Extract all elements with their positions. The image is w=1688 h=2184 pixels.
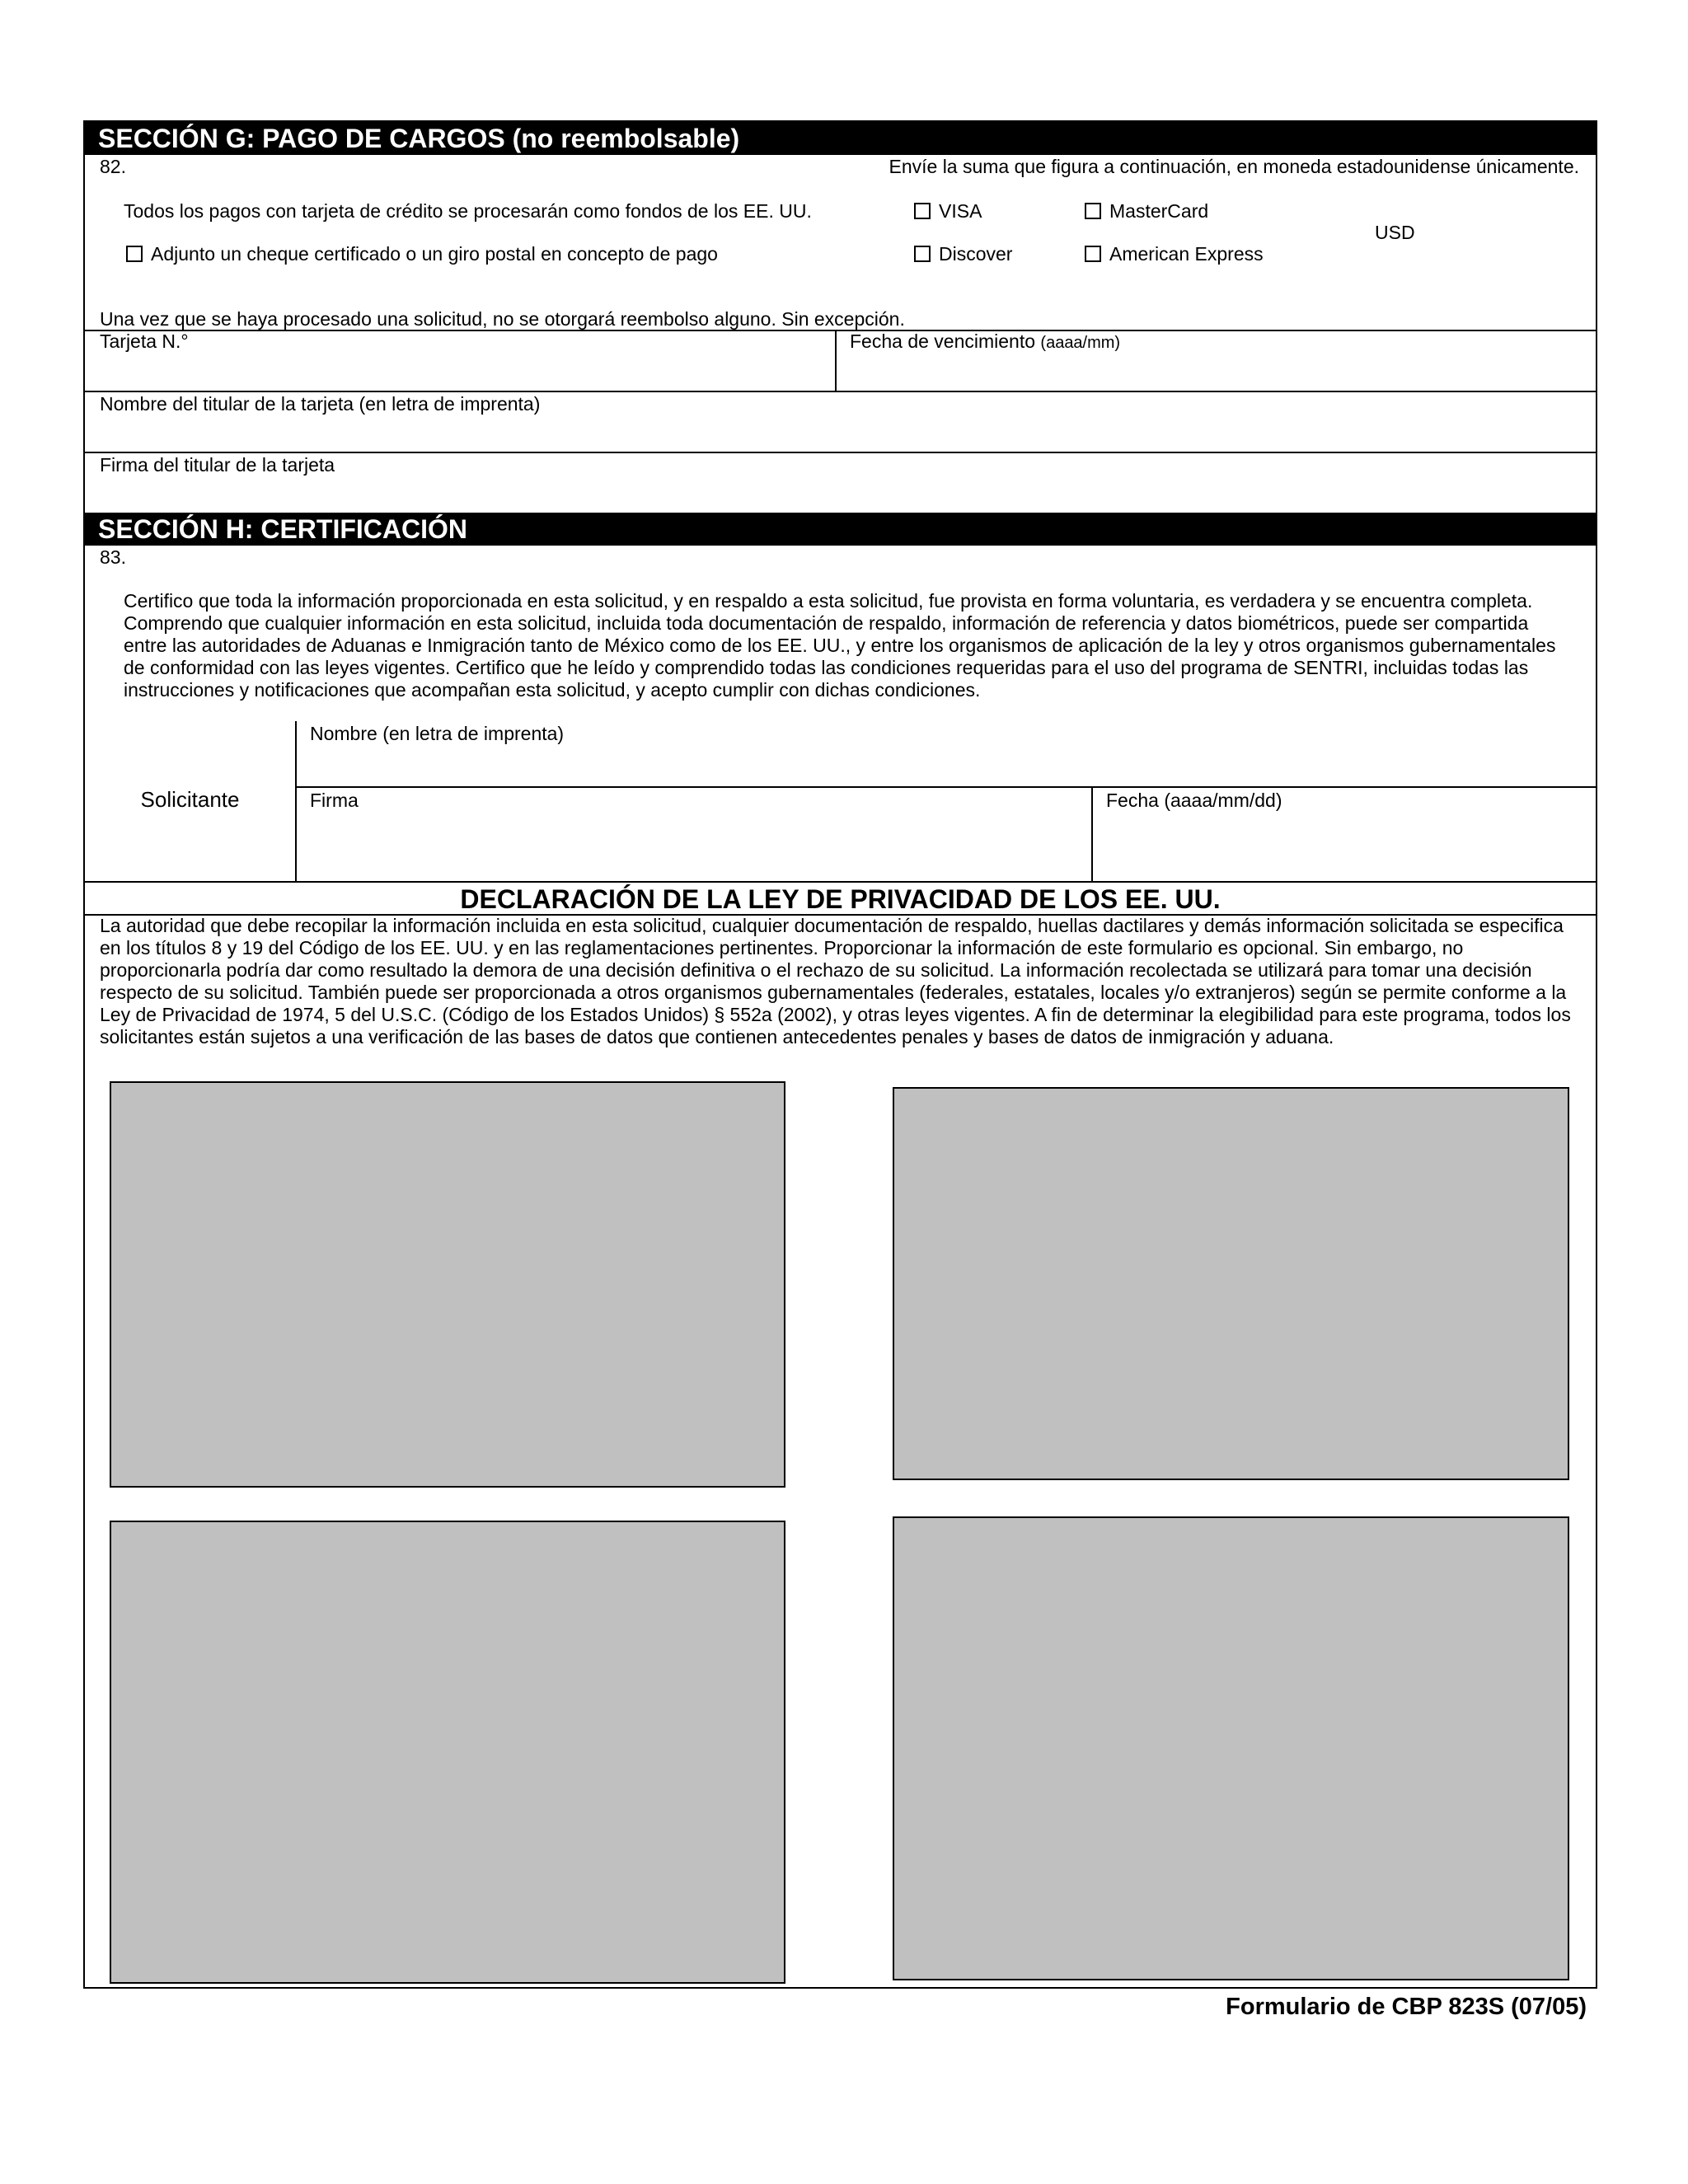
check-option-label: Adjunto un cheque certificado o un giro postal en concepto de pago bbox=[151, 243, 718, 265]
privacy-line: Ley de Privacidad de 1974, 5 del U.S.C. (Código de los Estados Unidos) § 552a (2002), y otras leyes vigentes. A fin de determinar la elegibilidad para este programa, todos los bbox=[100, 1004, 1571, 1025]
divider bbox=[85, 881, 1596, 883]
certification-text bbox=[124, 590, 1591, 701]
item-number-83: 83. bbox=[100, 546, 126, 568]
certification-line: de conformidad con las leyes vigentes. Certifico que he leído y comprendido todas las condiciones requeridas para el uso del programa de SENTRI, incluidas todas las bbox=[124, 657, 1529, 678]
no-refund-note: Una vez que se haya procesado una solicitud, no se otorgará reembolso alguno. Sin excepción. bbox=[100, 308, 905, 330]
photo-placeholder-4 bbox=[893, 1516, 1569, 1980]
certification-line: Comprendo que cualquier información en esta solicitud, incluida toda documentación de respaldo, información de referencia y datos biométricos, puede ser compartida bbox=[124, 612, 1529, 634]
applicant-date-label: Fecha (aaaa/mm/dd) bbox=[1106, 790, 1282, 811]
expiry-format: (aaaa/mm) bbox=[1040, 334, 1121, 352]
privacy-line: respecto de su solicitud. También puede ser proporcionada a otros organismos gubernamentales (federales, estatales, locales y/o extranjeros) según se permite conforme a la bbox=[100, 982, 1567, 1003]
privacy-text bbox=[100, 915, 1592, 1048]
amex-label: American Express bbox=[1109, 243, 1264, 265]
check-option-checkbox[interactable] bbox=[126, 246, 143, 262]
section-g-header bbox=[85, 122, 1596, 155]
certification-line: instrucciones y notificaciones que acompañan esta solicitud, y acepto cumplir con dichas condiciones. bbox=[124, 679, 981, 701]
cardholder-signature-label: Firma del titular de la tarjeta bbox=[100, 454, 335, 476]
privacy-title: DECLARACIÓN DE LA LEY DE PRIVACIDAD DE LOS EE. UU. bbox=[460, 884, 1221, 914]
form-page bbox=[83, 120, 1597, 1989]
item-number-82: 82. bbox=[100, 156, 126, 177]
mastercard-label: MasterCard bbox=[1109, 200, 1209, 222]
send-amount-text: Envíe la suma que figura a continuación, en moneda estadounidense únicamente. bbox=[889, 156, 1579, 177]
card-number-label: Tarjeta N.° bbox=[100, 330, 189, 352]
privacy-line: proporcionarla podría dar como resultado la demora de una decisión definitiva o el rechazo de su solicitud. La información recolectada se utilizará para tomar una decisión bbox=[100, 959, 1532, 981]
applicant-label: Solicitante bbox=[140, 787, 240, 812]
applicant-signature-field[interactable] bbox=[297, 788, 1090, 881]
mastercard-checkbox[interactable] bbox=[1085, 203, 1101, 219]
visa-checkbox[interactable] bbox=[914, 203, 931, 219]
privacy-line: solicitantes están sujetos a una verificación de las bases de datos que contienen antecedentes penales y bases de datos de inmigración y aduana. bbox=[100, 1026, 1334, 1047]
certification-line: Certifico que toda la información proporcionada en esta solicitud, y en respaldo a esta solicitud, fue provista en forma voluntaria, es verdadera y se encuentra completa. bbox=[124, 590, 1533, 612]
certification-line: entre las autoridades de Aduanas e Inmigración tanto de México como de los EE. UU., y entre los organismos de aplicación de la ley y otros organismos gubernamentales bbox=[124, 635, 1556, 656]
cardholder-name-field[interactable] bbox=[85, 392, 1596, 452]
credit-card-note: Todos los pagos con tarjeta de crédito se procesarán como fondos de los EE. UU. bbox=[124, 200, 812, 222]
discover-label: Discover bbox=[939, 243, 1013, 265]
expiry-label: Fecha de vencimiento (aaaa/mm) bbox=[850, 330, 1121, 352]
cardholder-signature-field[interactable] bbox=[85, 453, 1596, 513]
section-h-title: SECCIÓN H: CERTIFICACIÓN bbox=[98, 514, 467, 544]
discover-checkbox[interactable] bbox=[914, 246, 931, 262]
visa-label: VISA bbox=[939, 200, 982, 222]
photo-placeholder-1 bbox=[110, 1081, 785, 1488]
photo-placeholder-2 bbox=[893, 1087, 1569, 1480]
section-g-title: SECCIÓN G: PAGO DE CARGOS (no reembolsable) bbox=[98, 124, 740, 153]
applicant-date-field[interactable] bbox=[1093, 788, 1596, 881]
privacy-line: La autoridad que debe recopilar la información incluida en esta solicitud, cualquier documentación de respaldo, huellas dactilares y demás información solicitada se especifica bbox=[100, 915, 1564, 936]
privacy-line: en los títulos 8 y 19 del Código de los EE. UU. y en las reglamentaciones pertinentes. Proporcionar la información de este formulario es opcional. Sin embargo, no bbox=[100, 937, 1464, 958]
amex-checkbox[interactable] bbox=[1085, 246, 1101, 262]
photo-placeholder-3 bbox=[110, 1521, 785, 1984]
currency-label: USD bbox=[1375, 222, 1415, 243]
form-number: Formulario de CBP 823S (07/05) bbox=[1226, 1994, 1587, 2020]
card-number-field[interactable] bbox=[85, 331, 833, 391]
applicant-signature-label: Firma bbox=[310, 790, 359, 811]
expiry-field[interactable] bbox=[837, 331, 1596, 391]
section-h-header bbox=[85, 513, 1596, 546]
applicant-name-label: Nombre (en letra de imprenta) bbox=[310, 723, 565, 744]
cardholder-name-label: Nombre del titular de la tarjeta (en letra de imprenta) bbox=[100, 393, 541, 415]
applicant-name-field[interactable] bbox=[297, 721, 1596, 786]
